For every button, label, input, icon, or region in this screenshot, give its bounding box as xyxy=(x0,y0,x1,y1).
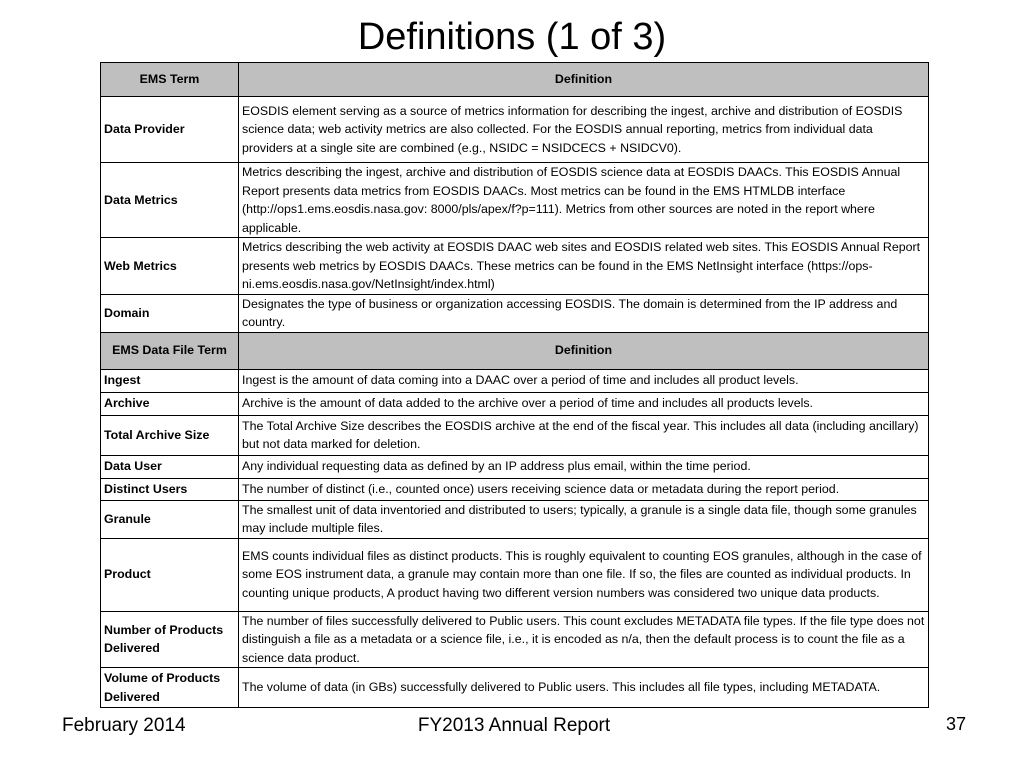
table-row xyxy=(101,369,929,392)
table-row xyxy=(101,500,929,538)
definition-cell: Designates the type of business or organization accessing EOSDIS. The domain is determined from the IP address and country. xyxy=(239,294,929,332)
table-row xyxy=(101,538,929,611)
table-row xyxy=(101,611,929,668)
definition-cell: The number of distinct (i.e., counted once) users receiving science data or metadata during the report period. xyxy=(239,478,929,500)
definition-cell: EMS counts individual files as distinct products. This is roughly equivalent to counting EOS granules, although in the case of some EOS instrument data, a granule may contain more than one file. If so, the files are counted as individual products. In counting unique products, A product having two different version numbers was considered two unique data products. xyxy=(239,538,929,611)
term-cell: Number of Products Delivered xyxy=(101,611,239,668)
table-row xyxy=(101,97,929,163)
column-header-term: EMS Data File Term xyxy=(101,332,239,369)
definition-cell: The volume of data (in GBs) successfully delivered to Public users. This includes all file types, including METADATA. xyxy=(239,668,929,708)
definition-cell: Metrics describing the web activity at EOSDIS DAAC web sites and EOSDIS related web sites. This EOSDIS Annual Report presents web metrics by EOSDIS DAACs. These metrics can be found in the EMS NetInsight interface (https://ops-ni.ems.eosdis.nasa.gov/NetInsight/index.html) xyxy=(239,238,929,295)
definition-cell: Any individual requesting data as defined by an IP address plus email, within the time period. xyxy=(239,455,929,478)
table-row xyxy=(101,668,929,708)
term-cell: Archive xyxy=(101,392,239,415)
definition-cell: Metrics describing the ingest, archive and distribution of EOSDIS science data at EOSDIS DAACs. This EOSDIS Annual Report presents data metrics from EOSDIS DAACs. Most metrics can be found in the EMS HTMLDB interface (http://ops1.ems.eosdis.nasa.gov: 8000/pls/apex/f?p=111). Metrics from other sources are noted in the report where applicable. xyxy=(239,163,929,238)
page-title: Definitions (1 of 3) xyxy=(357,16,667,58)
table-row xyxy=(101,455,929,478)
table-row xyxy=(101,238,929,295)
column-header-term: EMS Term xyxy=(101,63,239,97)
table-header-row xyxy=(101,63,929,97)
table-row xyxy=(101,392,929,415)
footer-report-title: FY2013 Annual Report xyxy=(417,715,611,736)
term-cell: Granule xyxy=(101,500,239,538)
term-cell: Ingest xyxy=(101,369,239,392)
table-row xyxy=(101,163,929,238)
table-row xyxy=(101,478,929,500)
term-cell: Data User xyxy=(101,455,239,478)
footer-date: February 2014 xyxy=(62,715,186,736)
term-cell: Data Provider xyxy=(101,97,239,163)
column-header-definition: Definition xyxy=(239,332,929,369)
definition-cell: Ingest is the amount of data coming into a DAAC over a period of time and includes all product levels. xyxy=(239,369,929,392)
term-cell: Distinct Users xyxy=(101,478,239,500)
term-cell: Total Archive Size xyxy=(101,415,239,455)
definition-cell: The number of files successfully delivered to Public users. This count excludes METADATA file types. If the file type does not distinguish a file as a metadata or a science file, i.e., it is encoded as n/a, then the default process is to count the file as a science data product. xyxy=(239,611,929,668)
column-header-definition: Definition xyxy=(239,63,929,97)
term-cell: Domain xyxy=(101,294,239,332)
definition-cell: The smallest unit of data inventoried and distributed to users; typically, a granule is a single data file, though some granules may include multiple files. xyxy=(239,500,929,538)
table-row xyxy=(101,294,929,332)
term-cell: Web Metrics xyxy=(101,238,239,295)
term-cell: Product xyxy=(101,538,239,611)
definition-cell: The Total Archive Size describes the EOSDIS archive at the end of the fiscal year. This includes all data (including ancillary) but not data marked for deletion. xyxy=(239,415,929,455)
definition-cell: Archive is the amount of data added to the archive over a period of time and includes all products levels. xyxy=(239,392,929,415)
term-cell: Volume of Products Delivered xyxy=(101,668,239,708)
table-header-row xyxy=(101,332,929,369)
table-row xyxy=(101,415,929,455)
term-cell: Data Metrics xyxy=(101,163,239,238)
page-number: 37 xyxy=(946,714,967,734)
definition-cell: EOSDIS element serving as a source of metrics information for describing the ingest, archive and distribution of EOSDIS science data; web activity metrics are also collected. For the EOSDIS annual reporting, metrics from individual data providers at a single site are combined (e.g., NSIDC = NSIDCECS + NSIDCV0). xyxy=(239,97,929,163)
definitions-table xyxy=(100,62,929,708)
